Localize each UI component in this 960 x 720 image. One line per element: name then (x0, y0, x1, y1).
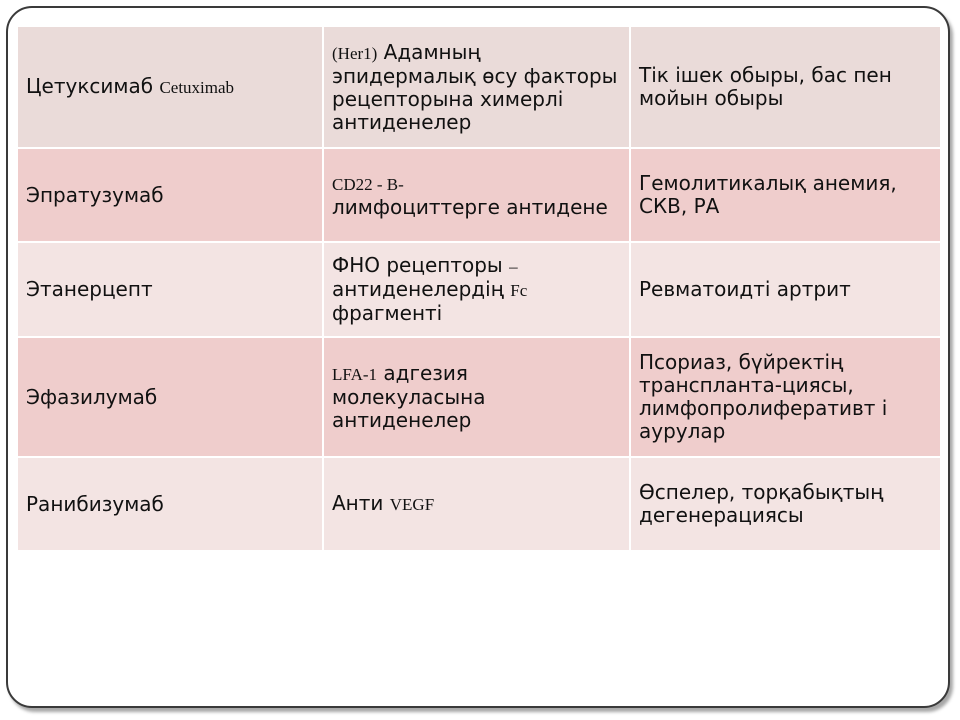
target-cell (324, 149, 631, 243)
indication-cell (631, 149, 940, 243)
target-fc: Fc (510, 281, 528, 300)
target-text-part1: ФНО рецепторы (332, 253, 503, 277)
table-row (18, 458, 940, 552)
target-dash: – (509, 257, 518, 276)
table-row (18, 338, 940, 458)
indication-text: Псориаз, бүйректің трансплантa-циясы, лимфопролиферативт і аурулар (639, 350, 888, 443)
target-text: Анти (332, 491, 384, 515)
target-text: лимфоциттерге антидене (332, 194, 608, 219)
indication-text: Гемолитикалық анемия, СКВ, РА (639, 171, 897, 218)
drug-name: Эпратузумаб (26, 182, 164, 207)
target-suffix: VEGF (389, 495, 435, 514)
table-row (18, 27, 940, 149)
drug-name-cell (18, 243, 324, 338)
indication-cell (631, 338, 940, 458)
indication-cell (631, 243, 940, 338)
drug-name-cell (18, 338, 324, 458)
target-cell (324, 27, 631, 149)
target-cell (324, 338, 631, 458)
indication-text: Тік ішек обыры, бас пен мойын обыры (639, 63, 892, 110)
drug-name: Эфазилумаб (26, 384, 158, 409)
drug-name-latin: Cetuximab (159, 78, 235, 97)
indication-cell (631, 27, 940, 149)
target-text-part3: фрагменті (332, 301, 443, 325)
drug-name-cell (18, 458, 324, 552)
indication-cell (631, 458, 940, 552)
indication-text: Ревматоидті артрит (639, 277, 851, 301)
target-text: адгезия молекуласына антиденелер (332, 361, 486, 432)
drug-name: Этанерцепт (26, 277, 153, 301)
target-prefix: CD22 - B- (332, 174, 404, 194)
target-cell (324, 243, 631, 338)
table-row (18, 243, 940, 338)
target-prefix: LFA-1 (332, 365, 378, 384)
drug-name-cell (18, 149, 324, 243)
target-cell (324, 458, 631, 552)
drug-name-cell (18, 27, 324, 149)
indication-text: Өспелер, торқабықтың дегенерациясы (639, 480, 884, 527)
drug-table (18, 27, 940, 552)
drug-name: Ранибизумаб (26, 491, 164, 516)
drug-name: Цетуксимаб (26, 74, 154, 98)
target-text: Адамның эпидермалық өсу факторы рецепторына химерлі антиденелер (332, 39, 618, 134)
target-text-part2: антиденелердің (332, 277, 504, 301)
target-prefix: (Her1) (332, 43, 378, 63)
table-row (18, 149, 940, 243)
